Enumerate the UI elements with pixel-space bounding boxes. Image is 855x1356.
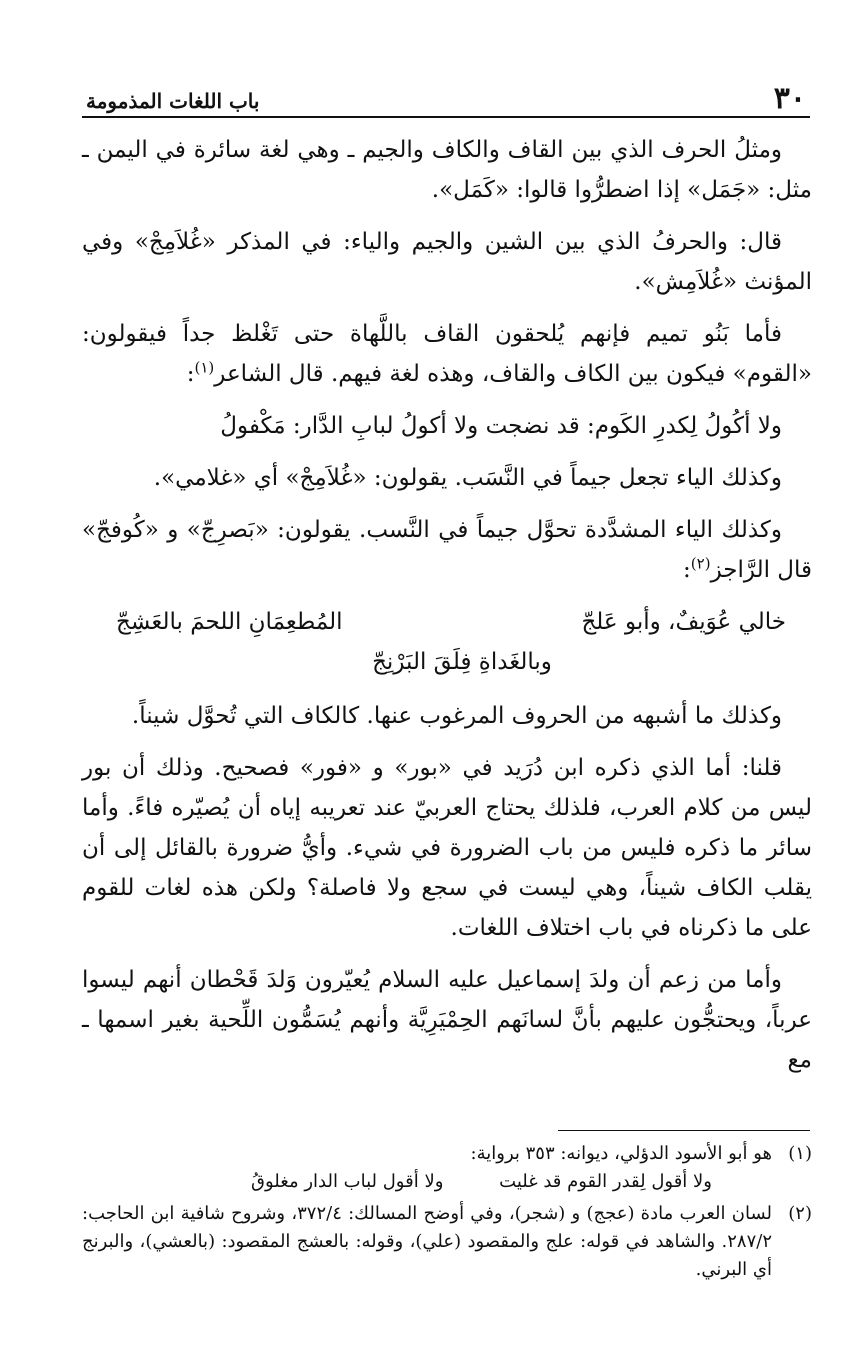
- footnote-ref-1: (١): [194, 358, 215, 377]
- poem-line-1: [82, 602, 812, 642]
- paragraph-5-text: وكذلك الياء المشدَّدة تحوَّل جيماً في النَّسب. يقولون: «بَصرِجّ» و «كُوفجّ» قال الرَّاجز: [82, 517, 812, 583]
- paragraph-4: وكذلك الياء تجعل جيماً في النَّسَب. يقولون: «غُلاَمِجْ» أي «غلامي».: [153, 465, 782, 491]
- footnote-1: [82, 1140, 812, 1200]
- paragraph-5: [82, 510, 812, 590]
- footnote-1-body: [82, 1140, 772, 1200]
- paragraph-3-text: فأما بَنُو تميم فإنهم يُلحقون القاف باللَّهاة حتى تَغْلظ جداً فيقولون: «القوم» فيكون بين الكاف والقاف، وهذه لغة فيهم. قال الشاعر: [82, 321, 812, 387]
- page-number: ٣٠: [773, 81, 806, 116]
- main-text: [82, 130, 812, 1092]
- footnote-1-verse: [82, 1168, 772, 1196]
- footnote-separator: [558, 1130, 810, 1131]
- running-title: باب اللغات المذمومة: [86, 89, 260, 113]
- paragraph-8: وأما من زعم أن ولدَ إسماعيل عليه السلام يُعيّرون وَلدَ قَحْطان أنهم ليسوا عرباً، ويحتجُّون عليهم بأنَّ لسانَهم الحِمْيَرِيَّة وأنهم يُسَمُّون اللِّحية بغير اسمها ـ مع: [82, 967, 812, 1073]
- page-header: [82, 76, 810, 118]
- paragraph-3: [82, 314, 812, 394]
- rajaz-poem: [82, 602, 812, 682]
- footnote-1-text: هو أبو الأسود الدؤلي، ديوانه: ٣٥٣ برواية:: [470, 1143, 772, 1164]
- paragraph-6: وكذلك ما أشبهه من الحروف المرغوب عنها. كالكاف التي تُحوَّل شيناً.: [131, 703, 782, 729]
- poem-hemistich-right: خالي عُوَيفٌ، وأبو عَلجّ: [581, 609, 786, 635]
- footnote-1-number: (١): [788, 1143, 812, 1164]
- paragraph-5-end: :: [683, 557, 691, 583]
- paragraph-7: قلنا: أما الذي ذكره ابن دُرَيد في «بور» و «فور» فصحيح. وذلك أن بور ليس من كلام العرب، فلذلك يحتاج العربيّ عند تعريبه إياه أن يُصيّره فاءً. وأما سائر ما ذكره فليس من باب الضرورة في شيء. وأيُّ ضرورة بالقائل إلى أن يقلب الكاف شيناً، وهي ليست في سجع ولا فاصلة؟ ولكن هذه لغات للقوم على ما ذكرناه في باب اختلاف اللغات.: [82, 755, 812, 941]
- footnote-2-text: لسان العرب مادة (عجج) و (شجر)، وفي أوضح المسالك: ٣٧٢/٤، وشروح شافية ابن الحاجب: ٢٨٧/٢. والشاهد في قوله: علج والمقصود (علي)، وقوله: بالعشج المقصود: (بالعشي)، والبرنج أي البرني.: [82, 1203, 772, 1280]
- footnote-ref-2: (٢): [690, 554, 711, 573]
- footnote-2-number: (٢): [788, 1203, 812, 1224]
- footnote-1-verse-a: ولا أقول لِقدر القوم قد غليت: [499, 1171, 712, 1192]
- footnote-2: [82, 1200, 812, 1284]
- poem-hemistich-left: المُطعِمَانِ اللحمَ بالعَشِجّ: [116, 609, 343, 635]
- footnotes: [82, 1140, 812, 1284]
- paragraph-2: قال: والحرفُ الذي بين الشين والجيم والياء: في المذكر «غُلاَمِجْ» وفي المؤنث «غُلاَمِش».: [82, 229, 812, 295]
- poetry-verse: ولا أكُولُ لِكدرِ الكَوم: قد نضجت ولا أكولُ لبابِ الدَّار: مَكْفولُ: [220, 413, 782, 439]
- paragraph-3-end: :: [186, 361, 195, 387]
- poem-line-2: وبالغَداةِ فِلَقَ البَرْنِجّ: [372, 649, 552, 675]
- paragraph-1: ومثلُ الحرف الذي بين القاف والكاف والجيم ـ وهي لغة سائرة في اليمن ـ مثل: «جَمَل» إذا اضطرُّوا قالوا: «كَمَل».: [82, 137, 812, 203]
- footnote-1-verse-b: ولا أقول لباب الدار مغلوقُ: [251, 1171, 444, 1192]
